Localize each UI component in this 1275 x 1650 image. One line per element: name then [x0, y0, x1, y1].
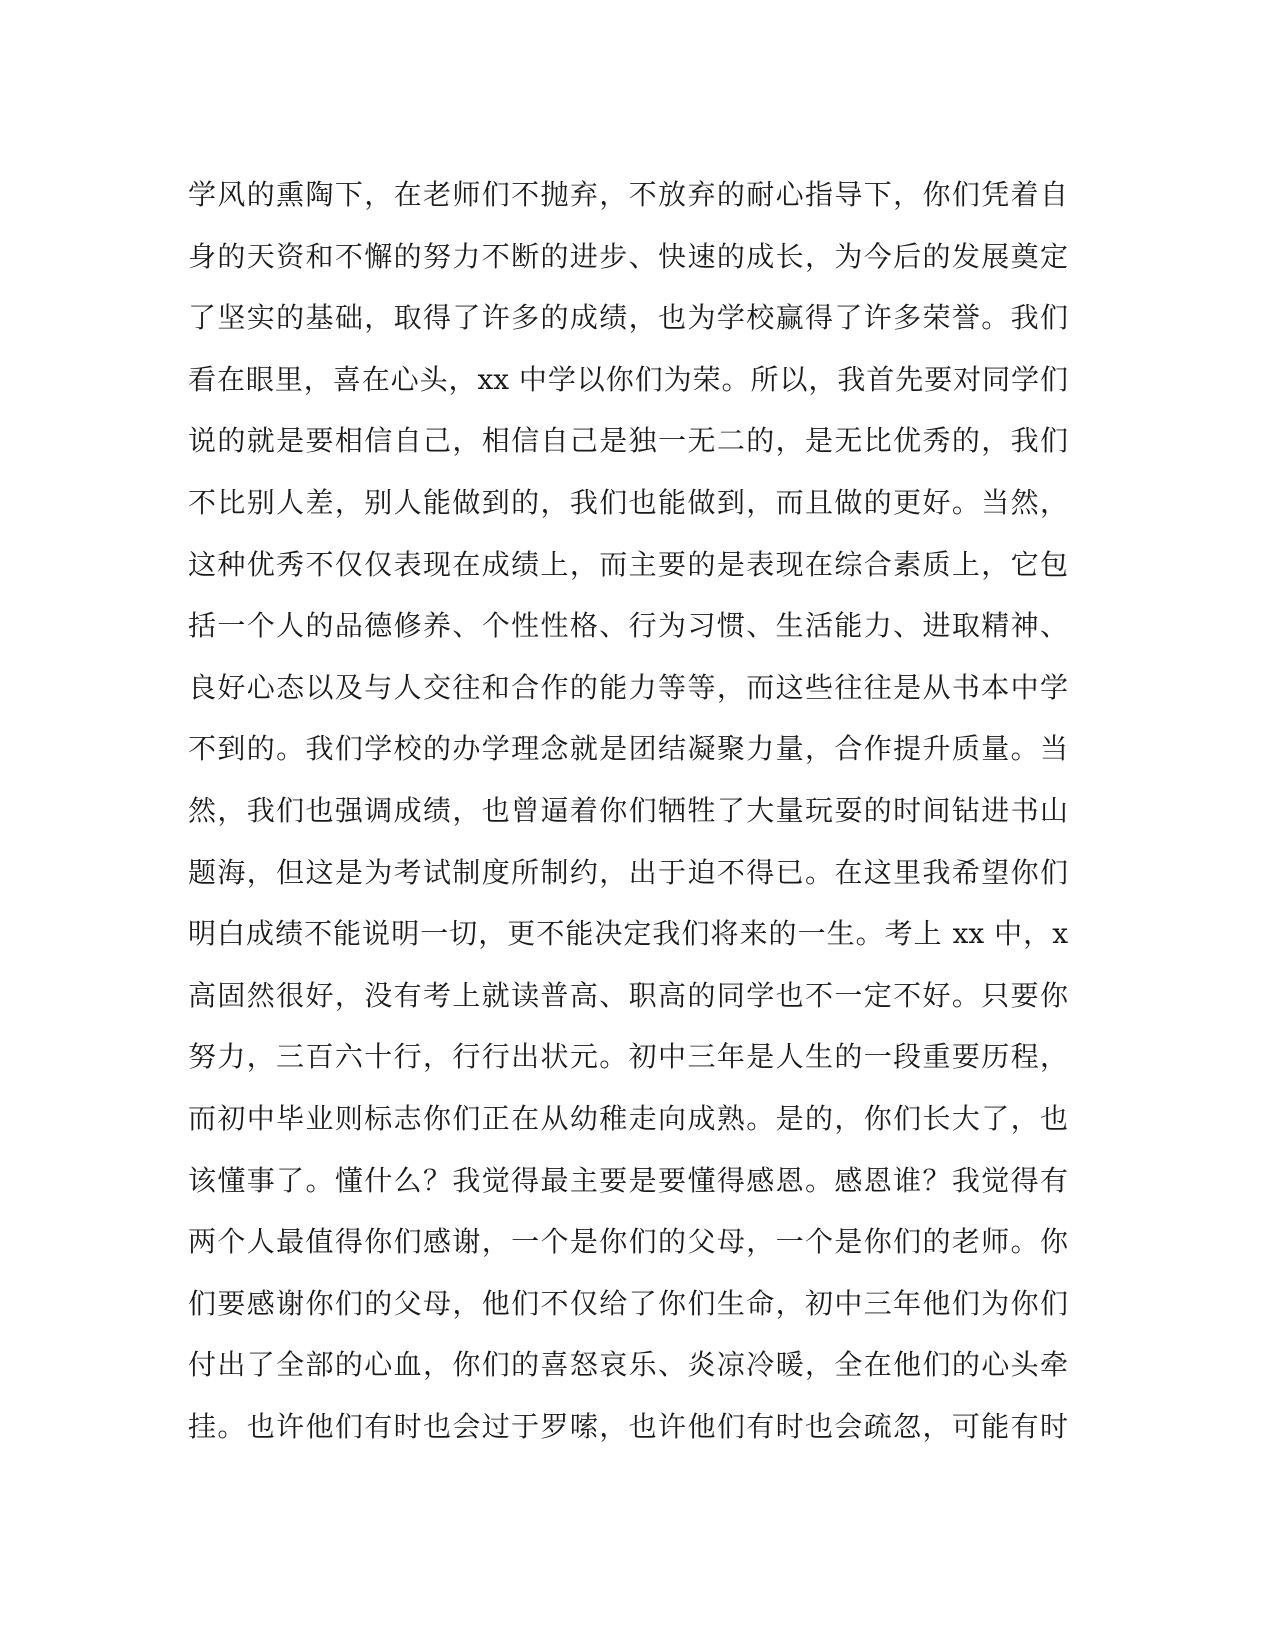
text-line: 而初中毕业则标志你们正在从幼稚走向成熟。是的，你们长大了，也 — [188, 1101, 1068, 1135]
text-line: 学风的熏陶下，在老师们不抛弃，不放弃的耐心指导下，你们凭着自 — [188, 178, 1068, 211]
text-line: 该懂事了。懂什么？我觉得最主要是要懂得感恩。感恩谁？我觉得有 — [188, 1163, 1068, 1197]
text-line: 这种优秀不仅仅表现在成绩上，而主要的是表现在综合素质上，它包 — [188, 547, 1068, 581]
text-line: 不到的。我们学校的办学理念就是团结凝聚力量，合作提升质量。当 — [188, 732, 1068, 766]
text-line: 然，我们也强调成绩，也曾逼着你们牺牲了大量玩耍的时间钻进书山 — [188, 793, 1068, 827]
text-line: 身的天资和不懈的努力不断的进步、快速的成长，为今后的发展奠定 — [188, 239, 1068, 273]
text-line: 看在眼里，喜在心头，xx 中学以你们为荣。所以，我首先要对同学们 — [188, 362, 1068, 396]
text-line: 良好心态以及与人交往和合作的能力等等，而这些往往是从书本中学 — [188, 670, 1068, 704]
text-line: 高固然很好，没有考上就读普高、职高的同学也不一定不好。只要你 — [188, 978, 1068, 1012]
text-line: 不比别人差，别人能做到的，我们也能做到，而且做的更好。当然， — [188, 485, 1068, 519]
text-line: 括一个人的品德修养、个性性格、行为习惯、生活能力、进取精神、 — [188, 609, 1068, 643]
text-line: 挂。也许他们有时也会过于罗嗦，也许他们有时也会疏忽，可能有时 — [188, 1409, 1068, 1443]
text-line: 说的就是要相信自己，相信自己是独一无二的，是无比优秀的，我们 — [188, 424, 1068, 458]
text-line: 两个人最值得你们感谢，一个是你们的父母，一个是你们的老师。你 — [188, 1225, 1068, 1259]
text-line: 们要感谢你们的父母，他们不仅给了你们生命，初中三年他们为你们 — [188, 1286, 1068, 1320]
text-line: 努力，三百六十行，行行出状元。初中三年是人生的一段重要历程， — [188, 1040, 1068, 1074]
text-line: 明白成绩不能说明一切，更不能决定我们将来的一生。考上 xx 中，x — [188, 917, 1068, 951]
text-line: 了坚实的基础，取得了许多的成绩，也为学校赢得了许多荣誉。我们 — [188, 301, 1068, 335]
text-line: 付出了全部的心血，你们的喜怒哀乐、炎凉冷暖，全在他们的心头牵 — [188, 1348, 1068, 1382]
body-text — [188, 164, 1068, 1457]
text-line: 题海，但这是为考试制度所制约，出于迫不得已。在这里我希望你们 — [188, 855, 1068, 889]
